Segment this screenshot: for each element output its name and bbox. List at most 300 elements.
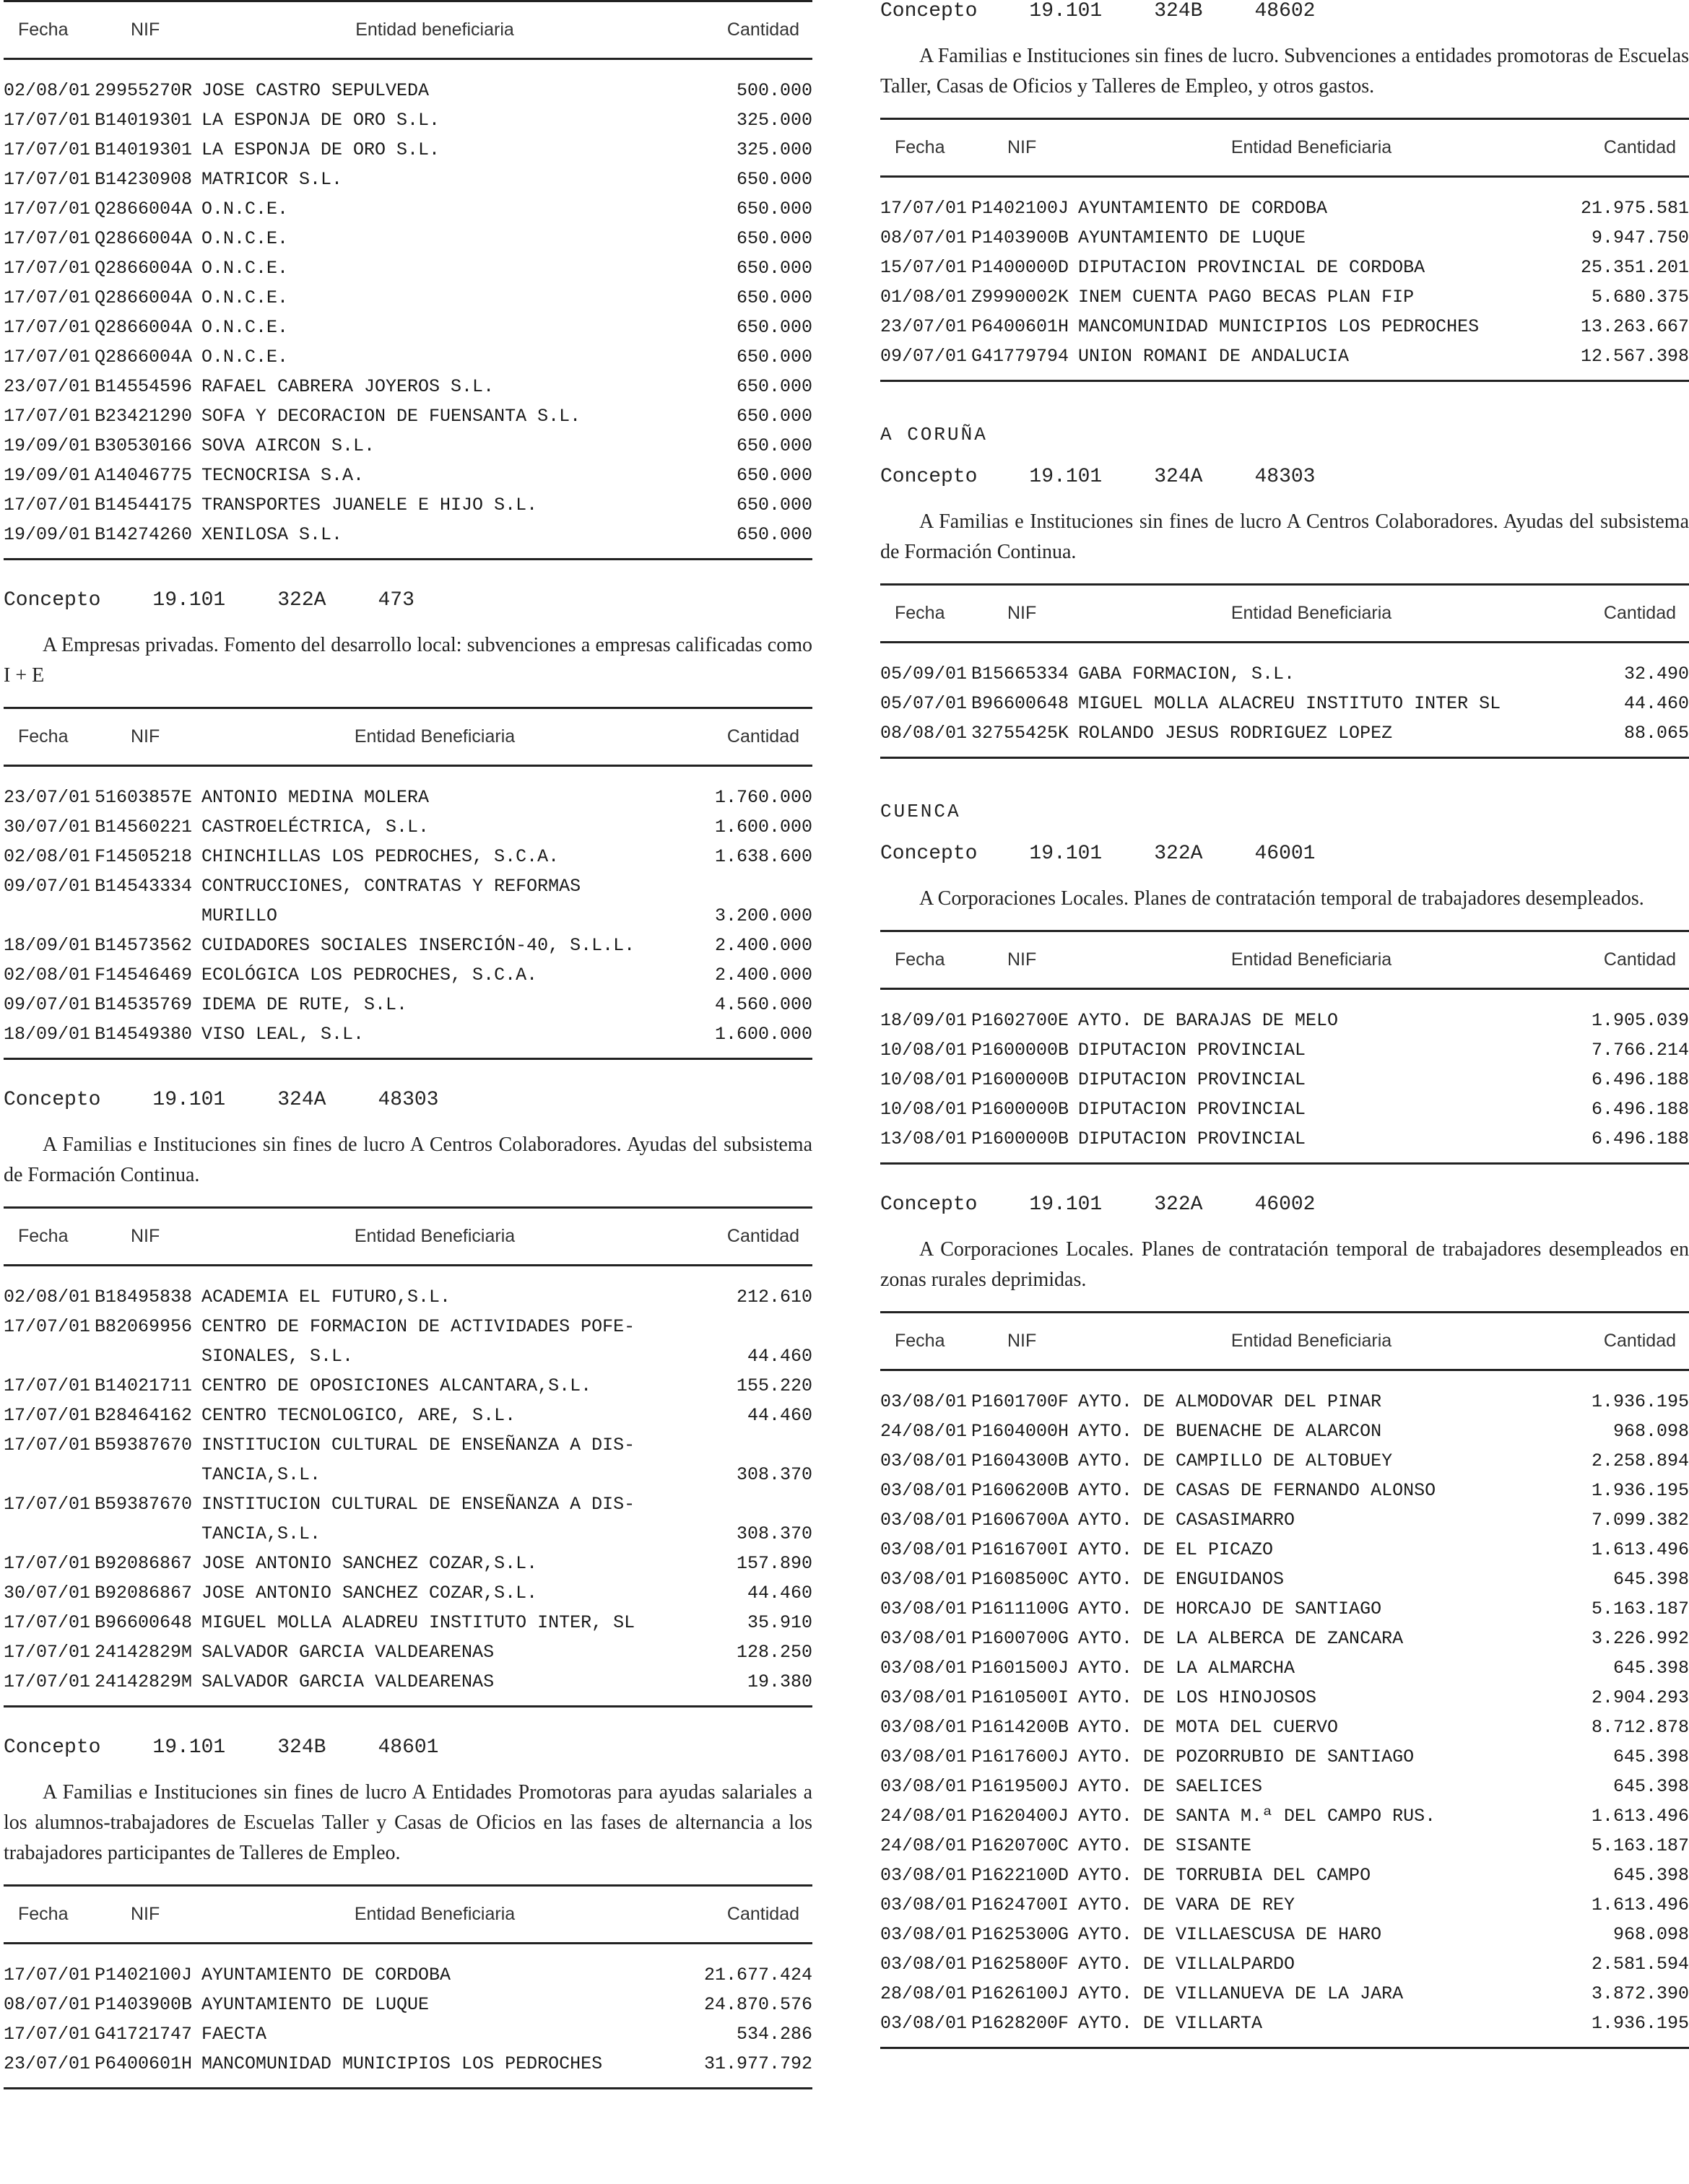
concept-part: Concepto xyxy=(4,1736,101,1759)
beneficiaries-table xyxy=(4,0,812,560)
cell-fecha: 03/08/01 xyxy=(880,2013,968,2034)
cell-cantidad: 1.638.600 xyxy=(714,846,812,867)
cell-nif: P1625800F xyxy=(971,1954,1069,1975)
cell-entidad: FAECTA xyxy=(201,2024,267,2045)
cell-fecha: 17/07/01 xyxy=(4,199,91,219)
cell-nif: P6400601H xyxy=(971,316,1069,337)
concept-description: A Familias e Instituciones sin fines de lucro. Subvenciones a entidades promotoras de Escuelas Taller, Casas de Oficios y Talleres de Empleo, y otros gastos. xyxy=(880,45,1689,97)
cell-cantidad: 8.712.878 xyxy=(1591,1717,1689,1738)
cell-cantidad: 650.000 xyxy=(736,524,812,545)
table-row xyxy=(4,1549,812,1578)
cell-fecha: 03/08/01 xyxy=(880,1894,968,1915)
table-row xyxy=(4,990,812,1019)
table-row xyxy=(4,165,812,194)
table-row xyxy=(4,1312,812,1371)
cell-nif: B14543334 xyxy=(95,876,193,897)
table-row xyxy=(880,2009,1689,2038)
table-row xyxy=(880,1535,1689,1565)
cell-nif: P1620400J xyxy=(971,1806,1069,1827)
cell-fecha: 10/08/01 xyxy=(880,1069,968,1090)
table-row xyxy=(880,1065,1689,1095)
cell-entidad: XENILOSA S.L. xyxy=(201,524,343,545)
cell-fecha: 03/08/01 xyxy=(880,1598,968,1619)
concept-line xyxy=(880,843,1689,875)
cell-fecha: 03/08/01 xyxy=(880,1569,968,1590)
cell-entidad: JOSE ANTONIO SANCHEZ COZAR,S.L. xyxy=(201,1553,538,1574)
cell-entidad: AYUNTAMIENTO DE LUQUE xyxy=(201,1994,430,2015)
concept-section xyxy=(4,589,812,1060)
cell-nif: 32755425K xyxy=(971,723,1069,744)
table-row xyxy=(880,312,1689,341)
cell-cantidad: 5.680.375 xyxy=(1591,287,1689,308)
concept-line xyxy=(4,589,812,622)
cell-nif: P1606700A xyxy=(971,1510,1069,1531)
cell-cantidad: 2.400.000 xyxy=(714,965,812,986)
table-row xyxy=(880,1446,1689,1476)
cell-fecha: 03/08/01 xyxy=(880,1717,968,1738)
header-cantidad: Cantidad xyxy=(726,1226,799,1246)
cell-nif: B14021711 xyxy=(95,1375,193,1396)
cell-nif: B96600648 xyxy=(95,1612,193,1633)
cell-nif: P1622100D xyxy=(971,1865,1069,1886)
cell-cantidad: 88.065 xyxy=(1623,723,1689,744)
table-row xyxy=(880,1653,1689,1683)
cell-cantidad: 1.600.000 xyxy=(714,817,812,838)
concept-part: Concepto xyxy=(880,0,978,22)
table-row xyxy=(880,1861,1689,1890)
table-row xyxy=(880,1095,1689,1124)
cell-entidad: AYTO. DE SAELICES xyxy=(1078,1776,1263,1797)
cell-nif: G41779794 xyxy=(971,346,1069,367)
table-row xyxy=(4,313,812,342)
concept-part: 19.101 xyxy=(1029,0,1103,22)
table-row xyxy=(880,223,1689,253)
cell-cantidad: 325.000 xyxy=(736,110,812,131)
cell-fecha: 08/08/01 xyxy=(880,723,968,744)
cell-cantidad: 1.905.039 xyxy=(1591,1010,1689,1031)
concept-part: 19.101 xyxy=(1029,1193,1103,1216)
cell-entidad: SALVADOR GARCIA VALDEARENAS xyxy=(201,1642,495,1663)
table-row xyxy=(880,193,1689,223)
cell-nif: P1606200B xyxy=(971,1480,1069,1501)
cell-nif: P1402100J xyxy=(971,198,1069,219)
cell-entidad: AYTO. DE ENGUIDANOS xyxy=(1078,1569,1285,1590)
concept-section xyxy=(880,424,1689,759)
province-heading: CUENCA xyxy=(880,801,961,822)
cell-nif: B23421290 xyxy=(95,406,193,427)
table-row xyxy=(880,1035,1689,1065)
table-row xyxy=(880,1713,1689,1742)
cell-fecha: 28/08/01 xyxy=(880,1983,968,2004)
concept-part: Concepto xyxy=(880,843,978,865)
cell-nif: P1601500J xyxy=(971,1658,1069,1679)
cell-cantidad: 19.380 xyxy=(747,1671,812,1692)
table-row xyxy=(4,871,812,931)
cell-entidad: AYTO. DE SANTA M.ª DEL CAMPO RUS. xyxy=(1078,1806,1436,1827)
concept-part: Concepto xyxy=(880,1193,978,1216)
cell-cantidad: 650.000 xyxy=(736,435,812,456)
table-body xyxy=(4,1266,812,1705)
cell-entidad: INEM CUENTA PAGO BECAS PLAN FIP xyxy=(1078,287,1415,308)
cell-entidad: DIPUTACION PROVINCIAL DE CORDOBA xyxy=(1078,257,1425,278)
cell-entidad: AYTO. DE VARA DE REY xyxy=(1078,1894,1295,1915)
table-row xyxy=(880,1772,1689,1801)
cell-nif: Z9990002K xyxy=(971,287,1069,308)
cell-nif: B96600648 xyxy=(971,693,1069,714)
header-nif: NIF xyxy=(131,726,160,747)
cell-entidad: AYTO. DE VILLALPARDO xyxy=(1078,1954,1295,1975)
table-row xyxy=(880,1505,1689,1535)
cell-cantidad: 9.947.750 xyxy=(1591,227,1689,248)
cell-cantidad: 25.351.201 xyxy=(1580,257,1689,278)
cell-nif: B14019301 xyxy=(95,110,193,131)
table-row xyxy=(4,194,812,224)
cell-cantidad: 3.872.390 xyxy=(1591,1983,1689,2004)
table-row xyxy=(4,283,812,313)
cell-cantidad: 650.000 xyxy=(736,258,812,279)
cell-fecha: 03/08/01 xyxy=(880,1954,968,1975)
header-fecha: Fecha xyxy=(895,603,945,623)
cell-fecha: 17/07/01 xyxy=(4,317,91,338)
table-row xyxy=(880,1801,1689,1831)
cell-nif: P1616700I xyxy=(971,1539,1069,1560)
cell-nif: P1611100G xyxy=(971,1598,1069,1619)
table-row xyxy=(880,718,1689,748)
concept-part: 48303 xyxy=(378,1089,439,1111)
concept-part: 19.101 xyxy=(152,1736,226,1759)
cell-cantidad: 157.890 xyxy=(736,1553,812,1574)
cell-fecha: 23/07/01 xyxy=(4,2053,91,2074)
cell-nif: P1403900B xyxy=(971,227,1069,248)
cell-cantidad: 155.220 xyxy=(736,1375,812,1396)
cell-entidad: AYUNTAMIENTO DE CORDOBA xyxy=(1078,198,1328,219)
concept-line xyxy=(4,1089,812,1121)
cell-nif: P1400000D xyxy=(971,257,1069,278)
table-header xyxy=(880,1313,1689,1369)
cell-entidad: GABA FORMACION, S.L. xyxy=(1078,664,1295,684)
cell-cantidad: 645.398 xyxy=(1612,1658,1689,1679)
cell-nif: 29955270R xyxy=(95,80,193,101)
beneficiaries-table xyxy=(880,1311,1689,2049)
table-row xyxy=(4,135,812,165)
concept-part: 46001 xyxy=(1254,843,1316,865)
table-row xyxy=(4,1489,812,1549)
cell-nif: P1625300G xyxy=(971,1924,1069,1945)
cell-cantidad: 325.000 xyxy=(736,139,812,160)
cell-entidad: AYTO. DE ALMODOVAR DEL PINAR xyxy=(1078,1391,1382,1412)
cell-fecha: 17/07/01 xyxy=(4,1435,91,1456)
cell-entidad: SOFA Y DECORACION DE FUENSANTA S.L. xyxy=(201,406,581,427)
cell-cantidad: 650.000 xyxy=(736,406,812,427)
cell-cantidad: 13.263.667 xyxy=(1580,316,1689,337)
cell-fecha: 02/08/01 xyxy=(4,846,91,867)
cell-fecha: 18/09/01 xyxy=(4,935,91,956)
concept-line xyxy=(880,466,1689,498)
concept-part: 324B xyxy=(1154,0,1203,22)
header-fecha: Fecha xyxy=(18,726,69,747)
cell-entidad: LA ESPONJA DE ORO S.L. xyxy=(201,110,440,131)
cell-cantidad: 7.099.382 xyxy=(1591,1510,1689,1531)
concept-part: Concepto xyxy=(4,1089,101,1111)
cell-nif: B14549380 xyxy=(95,1024,193,1045)
header-entidad: Entidad Beneficiaria xyxy=(1230,137,1392,157)
cell-cantidad: 31.977.792 xyxy=(703,2053,812,2074)
table-bottom-rule xyxy=(4,558,812,560)
header-cantidad: Cantidad xyxy=(726,726,799,747)
cell-fecha: 03/08/01 xyxy=(880,1687,968,1708)
cell-cantidad: 650.000 xyxy=(736,495,812,515)
cell-cantidad: 44.460 xyxy=(747,1346,812,1367)
table-row xyxy=(4,1371,812,1401)
cell-nif: P1626100J xyxy=(971,1983,1069,2004)
concept-section xyxy=(880,0,1689,382)
cell-fecha: 03/08/01 xyxy=(880,1450,968,1471)
table-header xyxy=(880,932,1689,988)
cell-fecha: 09/07/01 xyxy=(4,876,91,897)
cell-entidad: MANCOMUNIDAD MUNICIPIOS LOS PEDROCHES xyxy=(1078,316,1480,337)
cell-nif: P1624700I xyxy=(971,1894,1069,1915)
concept-description: A Familias e Instituciones sin fines de lucro A Centros Colaboradores. Ayudas del subsistema de Formación Continua. xyxy=(880,510,1689,563)
cell-cantidad: 500.000 xyxy=(736,80,812,101)
cell-entidad: VISO LEAL, S.L. xyxy=(201,1024,365,1045)
concept-part: 322A xyxy=(1154,1193,1203,1216)
cell-fecha: 09/07/01 xyxy=(4,994,91,1015)
cell-entidad: ACADEMIA EL FUTURO,S.L. xyxy=(201,1287,451,1308)
header-entidad: Entidad Beneficiaria xyxy=(354,1226,516,1246)
concept-description: A Corporaciones Locales. Planes de contratación temporal de trabajadores desempleados en zonas rurales deprimidas. xyxy=(880,1238,1689,1291)
cell-fecha: 03/08/01 xyxy=(880,1924,968,1945)
cell-entidad: DIPUTACION PROVINCIAL xyxy=(1078,1099,1306,1120)
table-row xyxy=(880,1920,1689,1949)
cell-nif: B14554596 xyxy=(95,376,193,397)
cell-nif: Q2866004A xyxy=(95,317,193,338)
table-bottom-rule xyxy=(4,1705,812,1707)
cell-cantidad: 3.226.992 xyxy=(1591,1628,1689,1649)
table-row xyxy=(880,1565,1689,1594)
cell-nif: P1608500C xyxy=(971,1569,1069,1590)
cell-cantidad: 2.258.894 xyxy=(1591,1450,1689,1471)
cell-fecha: 19/09/01 xyxy=(4,465,91,486)
table-body xyxy=(4,767,812,1058)
cell-entidad: AYTO. DE BARAJAS DE MELO xyxy=(1078,1010,1339,1031)
cell-nif: P1601700F xyxy=(971,1391,1069,1412)
table-row xyxy=(4,1637,812,1667)
concept-part: 48303 xyxy=(1254,466,1316,488)
cell-entidad: AYUNTAMIENTO DE CORDOBA xyxy=(201,1965,451,1985)
cell-cantidad: 645.398 xyxy=(1612,1776,1689,1797)
table-body xyxy=(880,643,1689,757)
cell-entidad: O.N.C.E. xyxy=(201,347,289,367)
cell-nif: P6400601H xyxy=(95,2053,193,2074)
table-row xyxy=(880,689,1689,718)
cell-fecha: 03/08/01 xyxy=(880,1658,968,1679)
cell-entidad: O.N.C.E. xyxy=(201,287,289,308)
cell-fecha: 02/08/01 xyxy=(4,1287,91,1308)
table-row xyxy=(4,105,812,135)
cell-fecha: 08/07/01 xyxy=(880,227,968,248)
table-row xyxy=(4,1578,812,1608)
cell-entidad: AYTO. DE CASAS DE FERNANDO ALONSO xyxy=(1078,1480,1436,1501)
cell-entidad: CENTRO DE FORMACION DE ACTIVIDADES POFE- SIONALES, S.L. xyxy=(201,1316,635,1367)
cell-cantidad: 308.370 xyxy=(736,1464,812,1485)
cell-cantidad: 308.370 xyxy=(736,1523,812,1544)
cell-nif: B59387670 xyxy=(95,1494,193,1515)
table-row xyxy=(4,1401,812,1430)
cell-fecha: 17/07/01 xyxy=(4,287,91,308)
concept-section xyxy=(4,1736,812,2089)
header-cantidad: Cantidad xyxy=(1603,137,1676,157)
cell-fecha: 02/08/01 xyxy=(4,965,91,986)
cell-fecha: 30/07/01 xyxy=(4,817,91,838)
cell-entidad: AYTO. DE MOTA DEL CUERVO xyxy=(1078,1717,1339,1738)
cell-fecha: 17/07/01 xyxy=(4,1642,91,1663)
table-header xyxy=(4,2,812,58)
cell-nif: Q2866004A xyxy=(95,228,193,249)
cell-fecha: 24/08/01 xyxy=(880,1835,968,1856)
table-row xyxy=(4,461,812,490)
cell-nif: P1600000B xyxy=(971,1099,1069,1120)
table-row xyxy=(4,401,812,431)
cell-nif: 24142829M xyxy=(95,1642,193,1663)
concept-part: Concepto xyxy=(4,589,101,612)
cell-fecha: 03/08/01 xyxy=(880,1480,968,1501)
cell-fecha: 23/07/01 xyxy=(4,787,91,808)
table-body xyxy=(880,990,1689,1162)
cell-nif: B14019301 xyxy=(95,139,193,160)
cell-entidad: ROLANDO JESUS RODRIGUEZ LOPEZ xyxy=(1078,723,1393,744)
table-row xyxy=(4,2049,812,2079)
concept-line xyxy=(880,0,1689,32)
cell-nif: B92086867 xyxy=(95,1553,193,1574)
table-bottom-rule xyxy=(880,380,1689,382)
table-row xyxy=(4,520,812,549)
table-row xyxy=(880,1124,1689,1154)
table-row xyxy=(4,931,812,960)
cell-nif: Q2866004A xyxy=(95,199,193,219)
cell-entidad: MATRICOR S.L. xyxy=(201,169,343,190)
cell-cantidad: 645.398 xyxy=(1612,1746,1689,1767)
cell-fecha: 23/07/01 xyxy=(4,376,91,397)
cell-cantidad: 24.870.576 xyxy=(703,1994,812,2015)
table-body xyxy=(880,178,1689,380)
cell-fecha: 03/08/01 xyxy=(880,1391,968,1412)
header-cantidad: Cantidad xyxy=(1603,1331,1676,1351)
cell-entidad: AYTO. DE LOS HINOJOSOS xyxy=(1078,1687,1317,1708)
cell-cantidad: 650.000 xyxy=(736,199,812,219)
cell-cantidad: 1.600.000 xyxy=(714,1024,812,1045)
table-row xyxy=(880,659,1689,689)
header-fecha: Fecha xyxy=(895,949,945,970)
cell-fecha: 17/07/01 xyxy=(4,1553,91,1574)
table-body xyxy=(880,1371,1689,2047)
cell-fecha: 17/07/01 xyxy=(4,110,91,131)
cell-fecha: 01/08/01 xyxy=(880,287,968,308)
cell-cantidad: 645.398 xyxy=(1612,1865,1689,1886)
cell-fecha: 03/08/01 xyxy=(880,1539,968,1560)
cell-nif: B14274260 xyxy=(95,524,193,545)
cell-cantidad: 534.286 xyxy=(736,2024,812,2045)
table-row xyxy=(880,1476,1689,1505)
table-row xyxy=(4,1019,812,1049)
beneficiaries-table xyxy=(880,118,1689,382)
concept-line xyxy=(4,1736,812,1769)
header-entidad: Entidad Beneficiaria xyxy=(1230,949,1392,970)
cell-cantidad: 21.677.424 xyxy=(703,1965,812,1985)
cell-entidad: CHINCHILLAS LOS PEDROCHES, S.C.A. xyxy=(201,846,560,867)
cell-nif: 51603857E xyxy=(95,787,193,808)
cell-entidad: CENTRO DE OPOSICIONES ALCANTARA,S.L. xyxy=(201,1375,592,1396)
table-row xyxy=(880,1742,1689,1772)
table-row xyxy=(4,1960,812,1990)
table-header xyxy=(4,1887,812,1942)
beneficiaries-table xyxy=(4,1206,812,1707)
table-row xyxy=(4,1667,812,1697)
cell-entidad: LA ESPONJA DE ORO S.L. xyxy=(201,139,440,160)
cell-fecha: 17/07/01 xyxy=(4,1375,91,1396)
cell-entidad: IDEMA DE RUTE, S.L. xyxy=(201,994,408,1015)
concept-description: A Corporaciones Locales. Planes de contratación temporal de trabajadores desempleados. xyxy=(919,887,1644,910)
table-row xyxy=(4,431,812,461)
beneficiaries-table xyxy=(4,707,812,1060)
cell-nif: P1620700C xyxy=(971,1835,1069,1856)
cell-fecha: 08/07/01 xyxy=(4,1994,91,2015)
concept-part: 48602 xyxy=(1254,0,1316,22)
concept-part: 324B xyxy=(277,1736,326,1759)
cell-entidad: AYTO. DE LA ALMARCHA xyxy=(1078,1658,1295,1679)
cell-fecha: 13/08/01 xyxy=(880,1128,968,1149)
cell-cantidad: 650.000 xyxy=(736,376,812,397)
cell-entidad: AYTO. DE EL PICAZO xyxy=(1078,1539,1274,1560)
header-nif: NIF xyxy=(131,1226,160,1246)
cell-nif: B82069956 xyxy=(95,1316,193,1337)
concept-section xyxy=(4,0,812,560)
cell-nif: B14573562 xyxy=(95,935,193,956)
header-nif: NIF xyxy=(1007,137,1037,157)
cell-entidad: DIPUTACION PROVINCIAL xyxy=(1078,1128,1306,1149)
concept-part: 473 xyxy=(378,589,414,612)
cell-fecha: 23/07/01 xyxy=(880,316,968,337)
table-row xyxy=(880,341,1689,371)
table-row xyxy=(4,1430,812,1489)
cell-fecha: 10/08/01 xyxy=(880,1040,968,1061)
cell-cantidad: 212.610 xyxy=(736,1287,812,1308)
cell-entidad: AYTO. DE CAMPILLO DE ALTOBUEY xyxy=(1078,1450,1393,1471)
table-row xyxy=(4,76,812,105)
cell-entidad: SALVADOR GARCIA VALDEARENAS xyxy=(201,1671,495,1692)
cell-fecha: 17/07/01 xyxy=(4,258,91,279)
cell-cantidad: 44.460 xyxy=(747,1583,812,1604)
cell-nif: B14535769 xyxy=(95,994,193,1015)
cell-fecha: 19/09/01 xyxy=(4,524,91,545)
table-row xyxy=(880,1979,1689,2009)
table-row xyxy=(880,1417,1689,1446)
cell-fecha: 09/07/01 xyxy=(880,346,968,367)
table-row xyxy=(880,282,1689,312)
header-fecha: Fecha xyxy=(18,19,69,40)
cell-fecha: 02/08/01 xyxy=(4,80,91,101)
concept-part: 322A xyxy=(1154,843,1203,865)
cell-entidad: DIPUTACION PROVINCIAL xyxy=(1078,1040,1306,1061)
cell-cantidad: 6.496.188 xyxy=(1591,1128,1689,1149)
cell-entidad: INSTITUCION CULTURAL DE ENSEÑANZA A DIS- TANCIA,S.L. xyxy=(201,1435,635,1485)
table-header xyxy=(4,709,812,765)
cell-fecha: 24/08/01 xyxy=(880,1421,968,1442)
table-bottom-rule xyxy=(880,1162,1689,1165)
cell-fecha: 17/07/01 xyxy=(4,1316,91,1337)
cell-cantidad: 32.490 xyxy=(1623,664,1689,684)
table-header xyxy=(880,120,1689,175)
cell-entidad: MIGUEL MOLLA ALADREU INSTITUTO INTER, SL xyxy=(201,1612,635,1633)
